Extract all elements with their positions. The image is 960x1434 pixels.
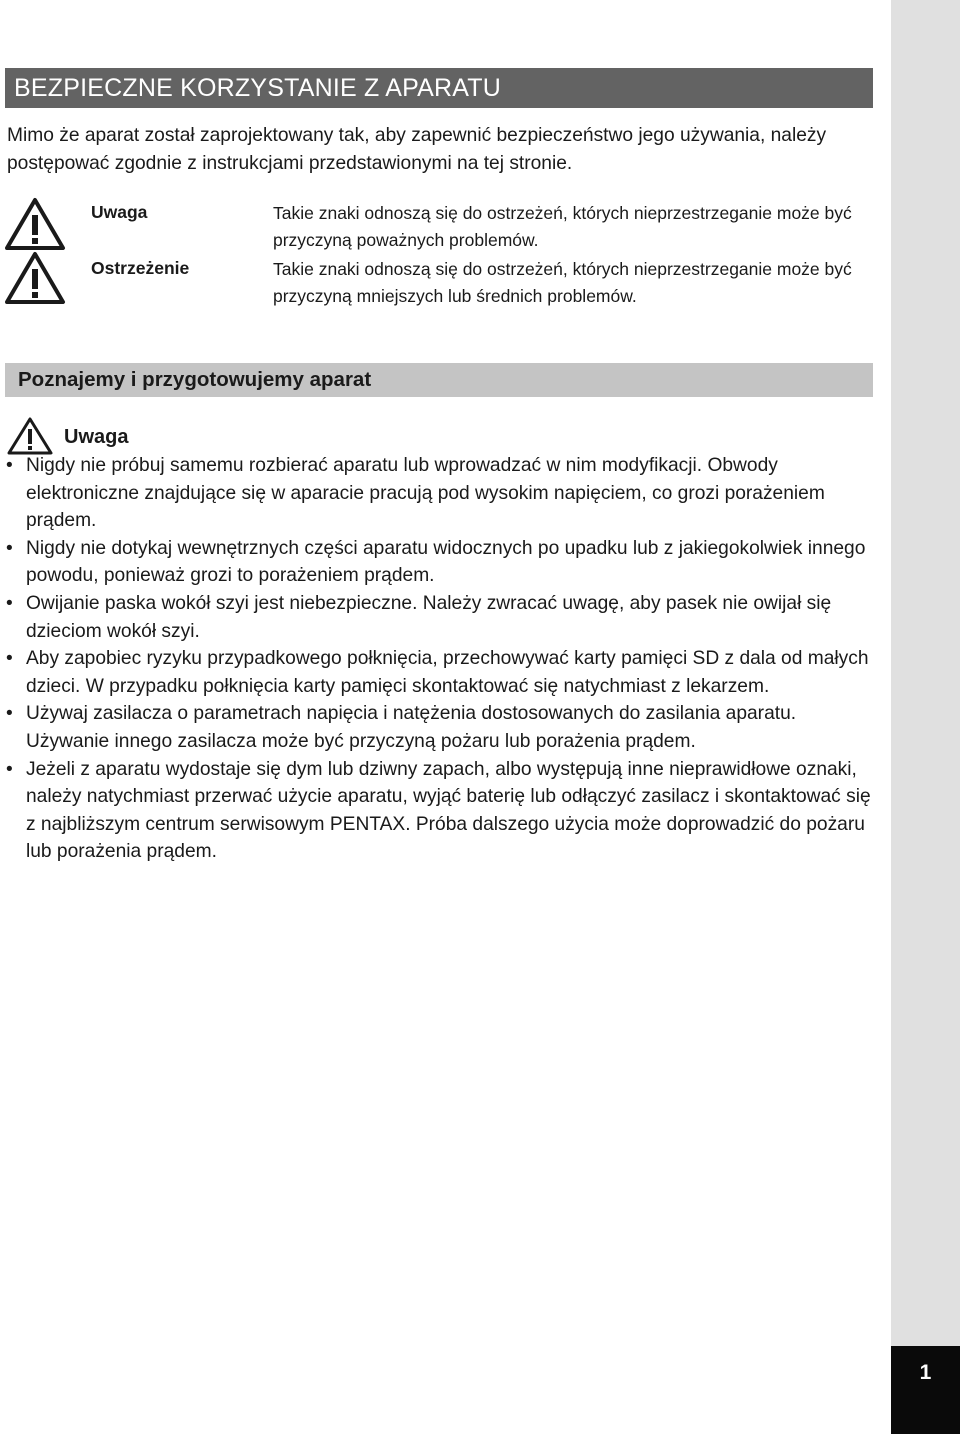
bullet-marker: • xyxy=(6,592,13,614)
bullet-text: Owijanie paska wokół szyi jest niebezpieczne. Należy zwracać uwagę, aby pasek nie owijał się dzieciom wokół szyi. xyxy=(26,592,832,642)
bullet-marker: • xyxy=(6,455,13,476)
warning-triangle-icon xyxy=(3,250,67,306)
bullet-marker: • xyxy=(6,537,13,559)
caution-heading xyxy=(6,416,128,456)
definition-text-uwaga: Takie znaki odnoszą się do ostrzeżeń, których nieprzestrzeganie może być przyczyną poważnych problemów. xyxy=(273,203,852,250)
list-item xyxy=(0,535,880,590)
list-item xyxy=(0,756,880,866)
definition-term-uwaga: Uwaga xyxy=(91,202,148,222)
side-strip xyxy=(891,0,960,1434)
bullet-marker: • xyxy=(6,703,13,725)
caution-triangle-icon xyxy=(6,416,54,456)
list-item xyxy=(0,452,880,535)
bullet-text: Nigdy nie próbuj samemu rozbierać aparatu lub wprowadzać w nim modyfikacji. Obwody elektroniczne znajdujące się w aparacie pracują pod wysokim napięciem, co grozi porażeniem prądem. xyxy=(26,455,825,532)
bullet-text: Nigdy nie dotykaj wewnętrznych części aparatu widocznych po upadku lub z jakiegokolwiek innego powodu, ponieważ grozi to porażeniem prądem. xyxy=(26,537,866,587)
section-title: Poznajemy i przygotowujemy aparat xyxy=(5,363,873,397)
bullet-text: Aby zapobiec ryzyku przypadkowego połknięcia, przechowywać karty pamięci SD z dala od małych dzieci. W przypadku połknięcia karty pamięci skontaktować się natychmiast z lekarzem. xyxy=(26,648,869,697)
page-number: 1 xyxy=(891,1346,960,1434)
page-title: BEZPIECZNE KORZYSTANIE Z APARATU xyxy=(5,68,873,108)
list-item xyxy=(0,700,880,755)
safety-bullet-list xyxy=(0,452,880,866)
list-item xyxy=(0,645,880,700)
caution-label: Uwaga xyxy=(64,425,129,448)
bullet-marker: • xyxy=(6,758,13,780)
definition-text-ostrzezenie: Takie znaki odnoszą się do ostrzeżeń, których nieprzestrzeganie może być przyczyną mniejszych lub średnich problemów. xyxy=(273,259,852,306)
bullet-text: Jeżeli z aparatu wydostaje się dym lub dziwny zapach, albo występują inne nieprawidłowe oznaki, należy natychmiast przerwać użycie aparatu, wyjąć baterię lub odłączyć zasilacz i skontaktować się z najbliższym centrum serwisowym PENTAX. Próba dalszego użycia może doprowadzić do pożaru lub porażenia prądem. xyxy=(26,758,871,863)
bullet-text: Używaj zasilacza o parametrach napięcia i natężenia dostosowanych do zasilania aparatu. Używanie innego zasilacza może być przyczyną pożaru lub porażenia prądem. xyxy=(26,703,797,752)
intro-text: Mimo że aparat został zaprojektowany tak, aby zapewnić bezpieczeństwo jego używania, należy postępować zgodnie z instrukcjami przedstawionymi na tej stronie. xyxy=(7,125,827,174)
warning-triangle-icon xyxy=(3,196,67,252)
list-item xyxy=(0,590,880,645)
definition-term-ostrzezenie: Ostrzeżenie xyxy=(91,258,190,278)
bullet-marker: • xyxy=(6,648,13,670)
